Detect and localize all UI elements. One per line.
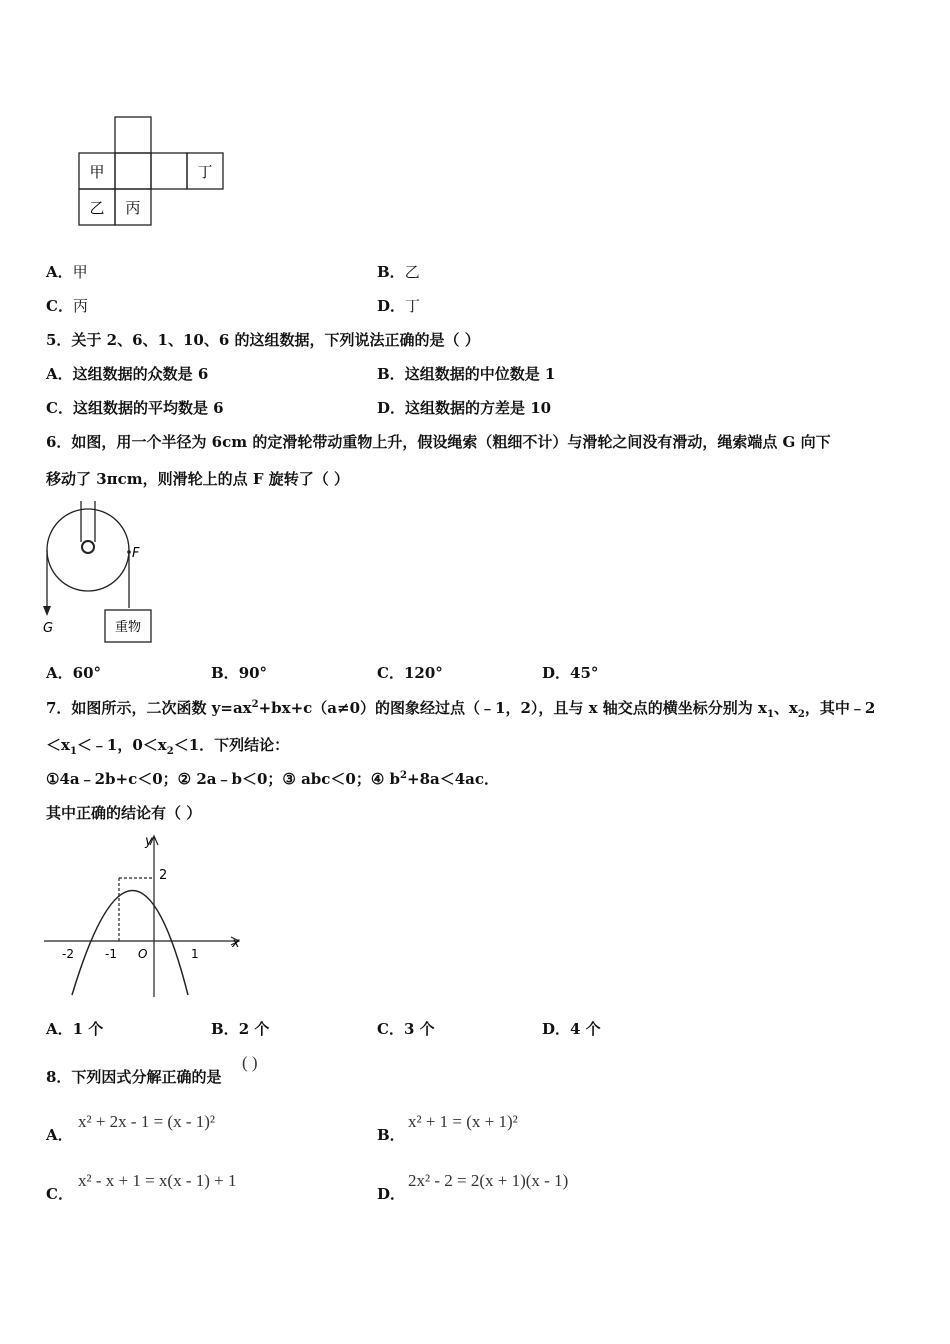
q8-option-b-key: B． <box>377 1126 405 1144</box>
q8-option-c-key: C． <box>46 1185 73 1203</box>
label-F: F <box>132 546 140 561</box>
q6-option-a: A．60° <box>46 664 102 682</box>
q7-option-c: C．3 个 <box>377 1020 435 1038</box>
q7-option-d: D．4 个 <box>542 1020 601 1038</box>
q6-stem-line2: 移动了 3πcm，则滑轮上的点 F 旋转了（ ） <box>46 470 349 488</box>
weight-label: 重物 <box>114 620 142 635</box>
q4-option-a: A．甲 <box>46 263 88 281</box>
q4-option-b: B．乙 <box>377 263 420 281</box>
q8-option-d-key: D． <box>377 1185 406 1203</box>
parabola-figure <box>40 833 250 1001</box>
net-label-bing: 丙 <box>125 199 141 217</box>
q5-stem: 5．关于 2、6、1、10、6 的这组数据，下列说法正确的是（ ） <box>46 331 480 349</box>
q8-option-a-key: A． <box>46 1126 73 1144</box>
axis-x-label: x <box>232 936 240 951</box>
q5-option-d: D．这组数据的方差是 10 <box>377 399 552 417</box>
q5-option-a: A．这组数据的众数是 6 <box>46 365 209 383</box>
tick-one: 1 <box>191 947 199 961</box>
q6-option-d: D．45° <box>542 664 599 682</box>
net-label-ding: 丁 <box>197 163 213 181</box>
q7-conclusions: ①4a﹣2b+c＜0；② 2a﹣b＜0；③ abc＜0；④ $b^2+8a<4ac$． <box>46 770 500 788</box>
q4-option-d: D．丁 <box>377 297 421 315</box>
origin-label: O <box>138 947 148 961</box>
label-G: G <box>43 621 54 636</box>
label-two: 2 <box>159 868 168 883</box>
q8-option-b-expr: x² + 1 = (x + 1)² <box>408 1112 518 1131</box>
q8-stem: 8．下列因式分解正确的是 <box>46 1068 222 1086</box>
q7-stem-line2: $<x_1<﹣1$，$0<x_2<1$．下列结论： <box>46 736 290 757</box>
q7-question: 其中正确的结论有（ ） <box>46 804 202 822</box>
q8-option-a-expr: x² + 2x - 1 = (x - 1)² <box>78 1112 216 1131</box>
q7-option-b: B．2 个 <box>211 1020 270 1038</box>
cube-net-figure <box>76 116 226 231</box>
q5-option-c: C．这组数据的平均数是 6 <box>46 399 224 417</box>
net-label-yi: 乙 <box>89 199 105 217</box>
q6-stem-line1: 6．如图，用一个半径为 6cm 的定滑轮带动重物上升，假设绳索（粗细不计）与滑轮之间没有滑动，绳索端点 G 向下 <box>46 433 831 451</box>
net-label-jia: 甲 <box>89 163 105 181</box>
q4-option-c: C．丙 <box>46 297 88 315</box>
tick-neg2: -2 <box>62 947 74 961</box>
axis-y-label: y <box>145 834 153 849</box>
q8-option-c-expr: x² - x + 1 = x(x - 1) + 1 <box>78 1171 237 1190</box>
tick-neg1: -1 <box>105 947 117 961</box>
q7-stem-line1: 7．如图所示，二次函数 $y=ax^2+bx+c(a\ne 0)$的图象经过点（﹣1，2），且与 x 轴交点的横坐标分别为 $x_1$、$x_2$，其中﹣2 <box>46 699 876 720</box>
q8-paren: ( ) <box>242 1053 258 1072</box>
pulley-figure <box>40 500 155 650</box>
q8-option-d-expr: 2x² - 2 = 2(x + 1)(x - 1) <box>408 1171 569 1190</box>
q6-option-c: C．120° <box>377 664 443 682</box>
q7-option-a: A．1 个 <box>46 1020 104 1038</box>
q6-option-b: B．90° <box>211 664 268 682</box>
q5-option-b: B．这组数据的中位数是 1 <box>377 365 556 383</box>
